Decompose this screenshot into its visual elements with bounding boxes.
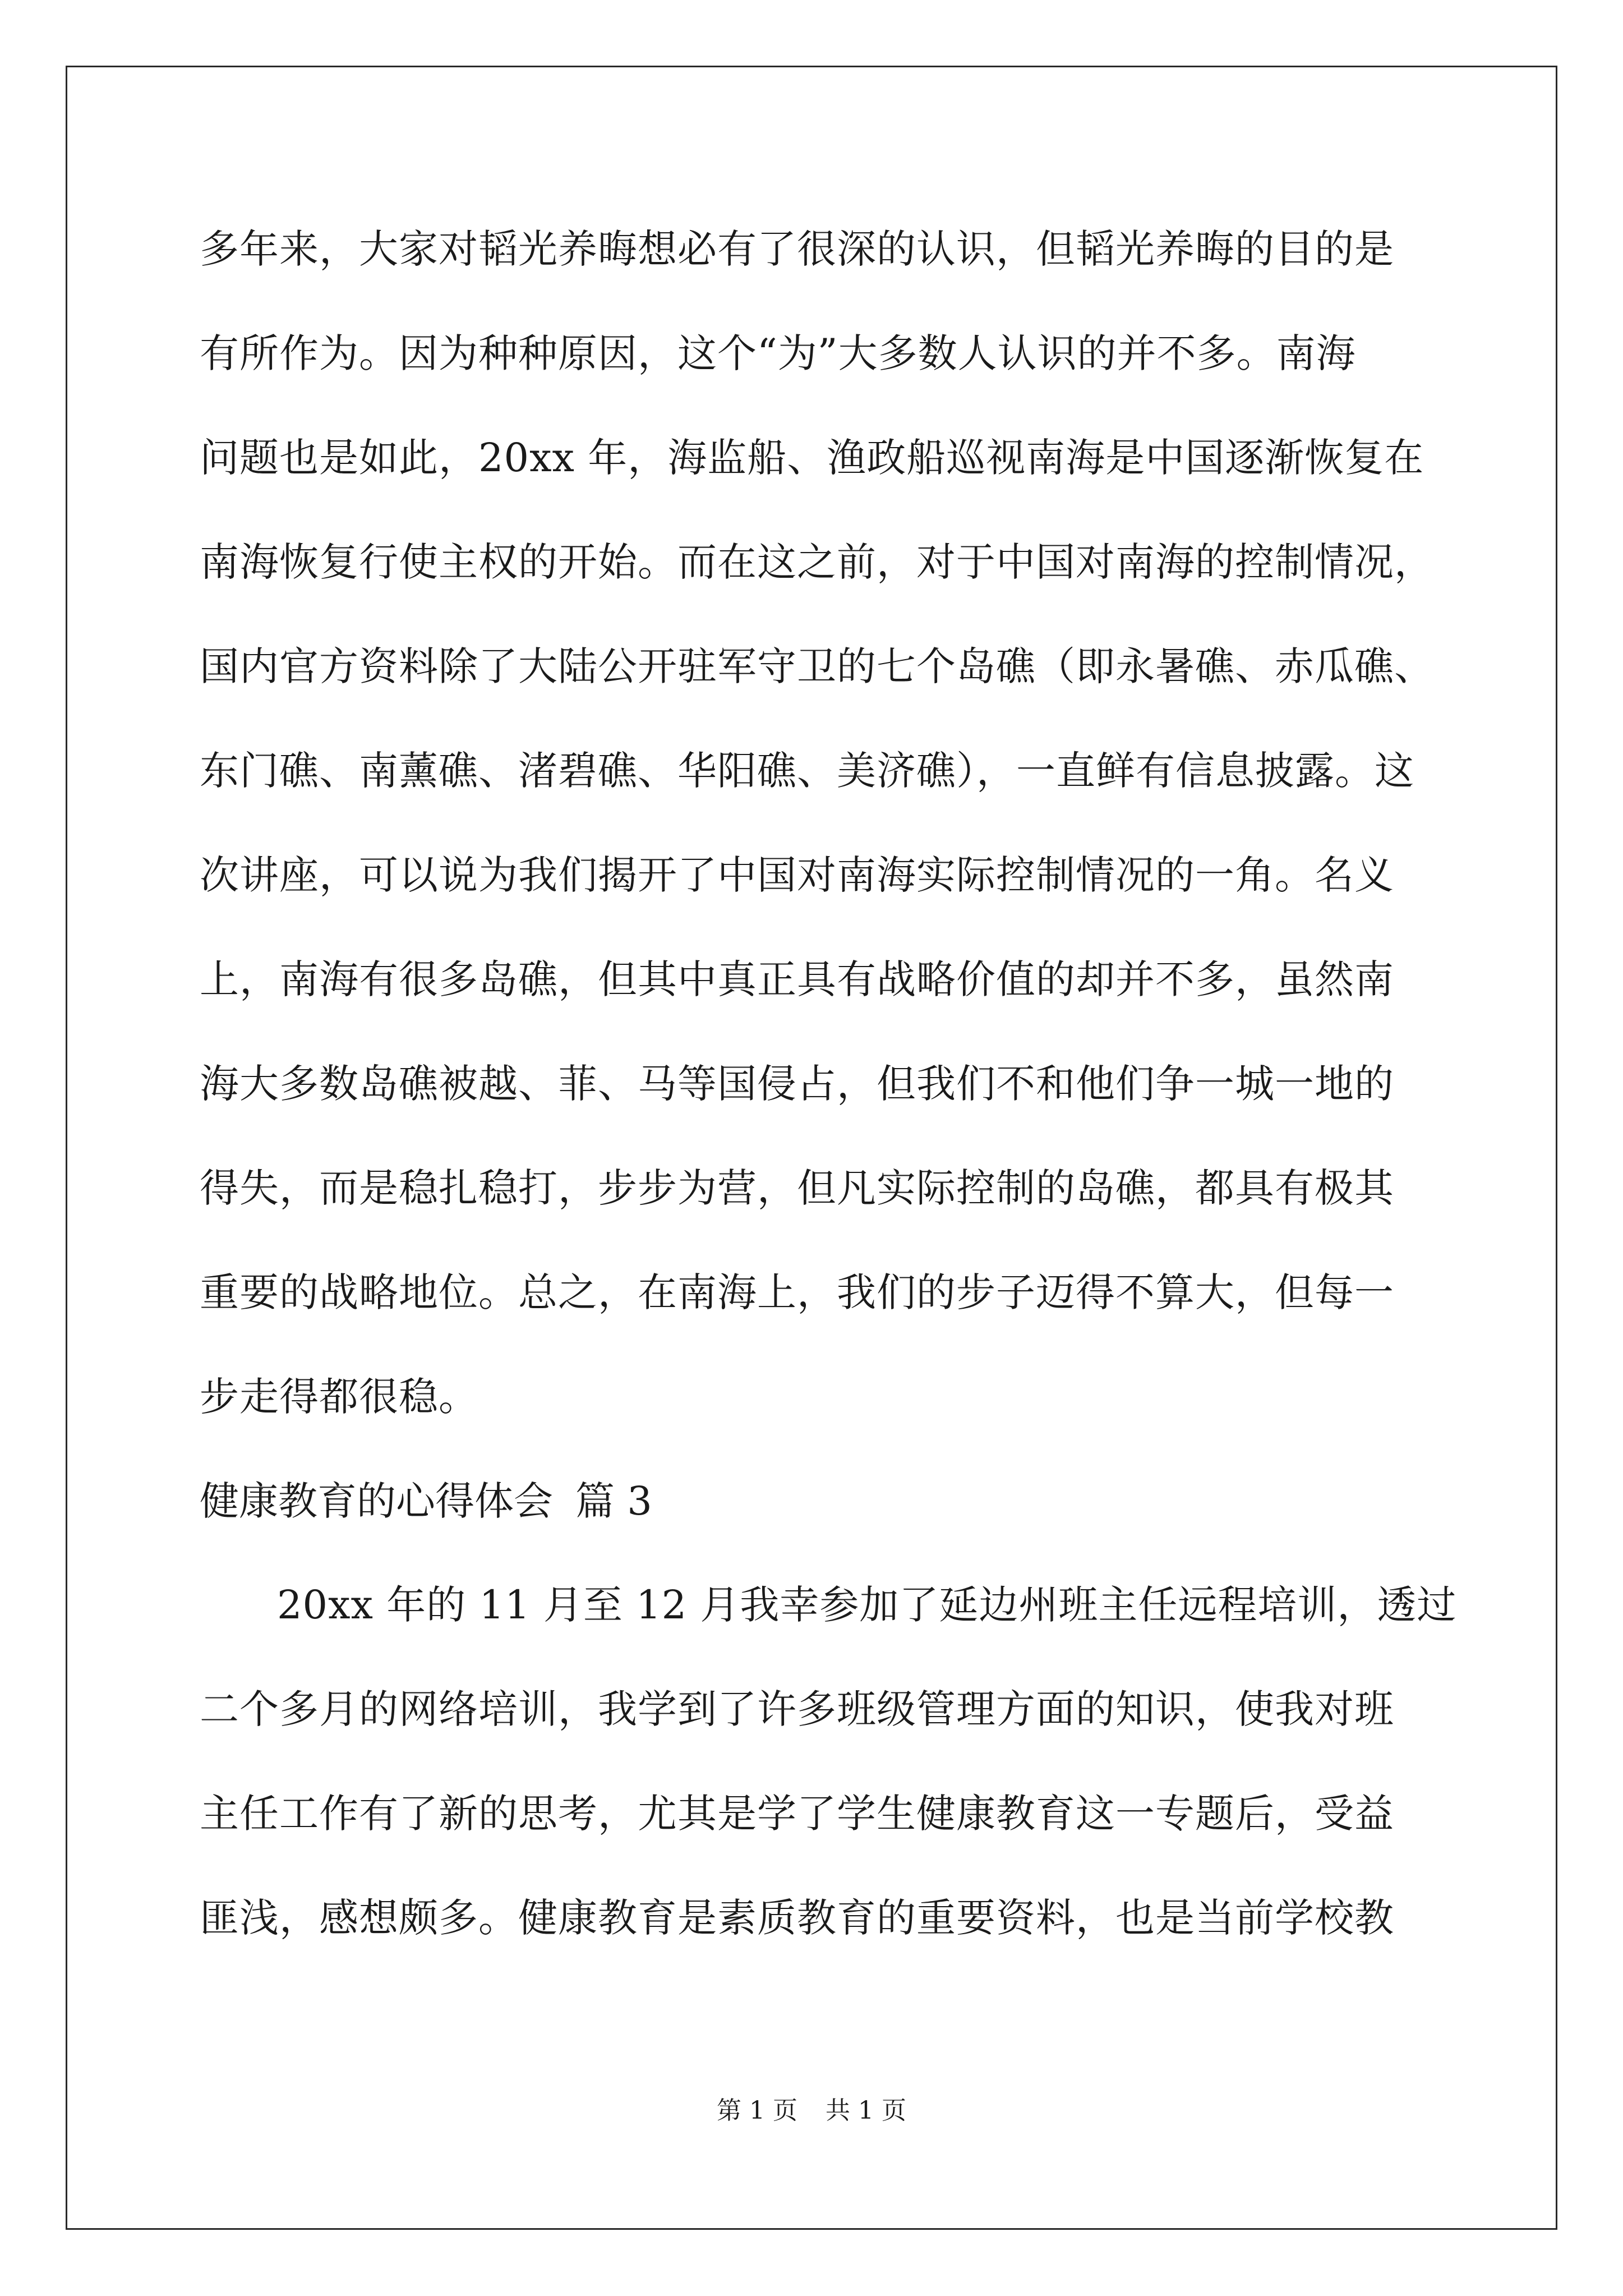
page-number-total: 共 1 页 [826, 2096, 906, 2125]
paragraph-line: 次讲座，可以说为我们揭开了中国对南海实际控制情况的一角。名义 [200, 852, 1394, 898]
paragraph-line: 多年来，大家对韬光养晦想必有了很深的认识，但韬光养晦的目的是 [200, 226, 1394, 272]
page-footer [0, 2094, 1623, 2128]
paragraph-line: 20xx 年的 11 月至 12 月我幸参加了延边州班主任远程培训，透过 [277, 1582, 1457, 1628]
section-heading [200, 1470, 1433, 1573]
paragraph-line: 有所作为。因为种种原因，这个“为”大多数人认识的并不多。南海 [200, 330, 1356, 376]
paragraph-line: 二个多月的网络培训，我学到了许多班级管理方面的知识，使我对班 [200, 1686, 1394, 1732]
page-number-current: 第 1 页 [717, 2096, 797, 2125]
paragraph-line: 南海恢复行使主权的开始。而在这之前，对于中国对南海的控制情况， [200, 539, 1434, 585]
paragraph-line: 东门礁、南薰礁、渚碧礁、华阳礁、美济礁），一直鲜有信息披露。这 [200, 748, 1414, 794]
paragraph-line: 国内官方资料除了大陆公开驻军守卫的七个岛礁（即永暑礁、赤瓜礁、 [200, 643, 1434, 689]
paragraph-line: 步走得都很稳。 [200, 1374, 478, 1420]
paragraph-line: 上，南海有很多岛礁，但其中真正具有战略价值的却并不多，虽然南 [200, 956, 1394, 1002]
section-heading-title: 健康教育的心得体会 [200, 1478, 553, 1524]
paragraph-line: 重要的战略地位。总之，在南海上，我们的步子迈得不算大，但每一 [200, 1269, 1394, 1315]
section-heading-number: 篇 3 [575, 1478, 652, 1524]
paragraph-line: 海大多数岛礁被越、菲、马等国侵占，但我们不和他们争一城一地的 [200, 1061, 1394, 1107]
document-body [200, 218, 1457, 1991]
paragraph-line: 主任工作有了新的思考，尤其是学了学生健康教育这一专题后，受益 [200, 1791, 1394, 1837]
paragraph-line: 问题也是如此，20xx 年，海监船、渔政船巡视南海是中国逐渐恢复在 [200, 435, 1424, 481]
paragraph-line: 得失，而是稳扎稳打，步步为营，但凡实际控制的岛礁，都具有极其 [200, 1165, 1394, 1211]
paragraph-line: 匪浅，感想颇多。健康教育是素质教育的重要资料，也是当前学校教 [200, 1895, 1394, 1941]
